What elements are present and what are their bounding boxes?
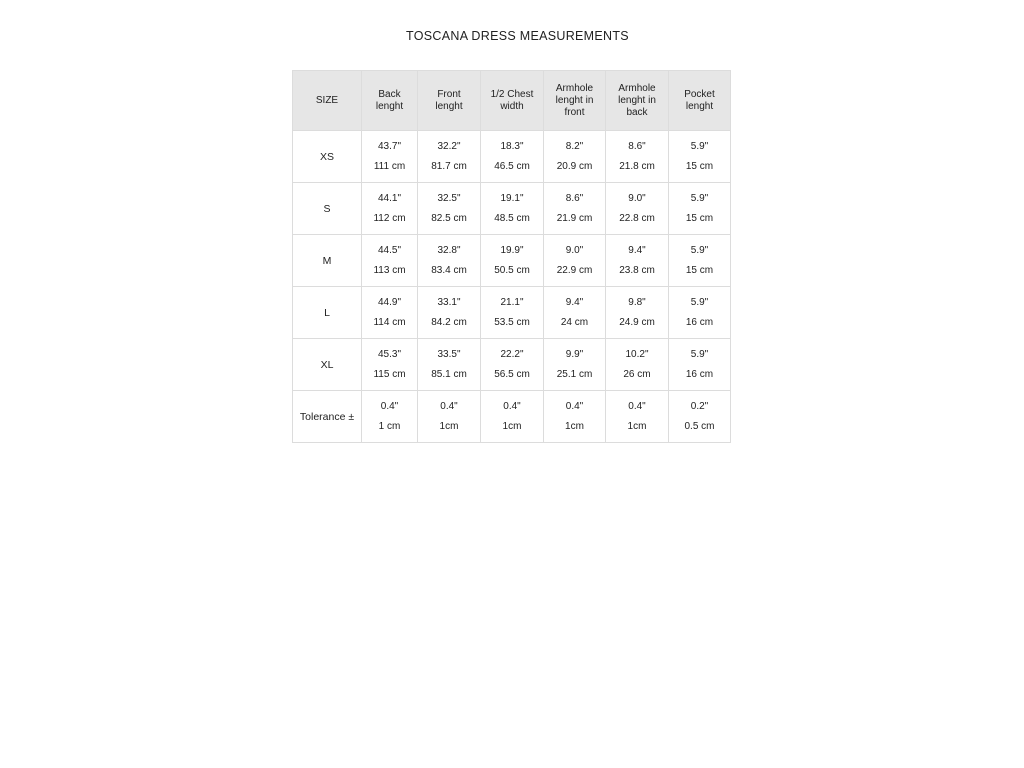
measurement-cm: 0.5 cm xyxy=(684,420,715,432)
measurement-inches: 9.4" xyxy=(628,244,646,256)
measurement-cell xyxy=(544,183,606,235)
measurement-cm: 24 cm xyxy=(560,316,589,328)
measurement-inches: 0.4" xyxy=(503,400,521,412)
measurement-cell xyxy=(606,391,669,443)
measurement-inches: 0.4" xyxy=(440,400,458,412)
measurement-cm: 24.9 cm xyxy=(619,316,655,328)
measurement-cell xyxy=(669,339,731,391)
measurement-cm: 50.5 cm xyxy=(494,264,530,276)
column-header-text: back xyxy=(626,106,648,118)
measurement-cm: 53.5 cm xyxy=(494,316,530,328)
measurement-cell xyxy=(481,339,544,391)
measurement-cell xyxy=(544,339,606,391)
measurement-inches: 9.8" xyxy=(628,296,646,308)
measurement-inches: 8.6" xyxy=(565,192,584,204)
column-header-text: Pocket xyxy=(684,88,715,100)
measurement-cell xyxy=(362,287,418,339)
measurement-inches: 21.1" xyxy=(500,296,524,308)
measurement-cm: 16 cm xyxy=(685,316,714,328)
measurement-cm: 1cm xyxy=(627,420,647,432)
measurement-cell xyxy=(606,131,669,183)
measurement-cm: 114 cm xyxy=(373,316,406,328)
measurement-cell xyxy=(544,391,606,443)
measurement-cm: 84.2 cm xyxy=(431,316,467,328)
column-header-front-length xyxy=(418,71,481,131)
measurement-inches: 5.9" xyxy=(690,296,709,308)
measurement-inches: 9.4" xyxy=(565,296,584,308)
measurement-cm: 16 cm xyxy=(685,368,714,380)
measurement-cm: 1cm xyxy=(565,420,584,432)
measurement-cm: 115 cm xyxy=(373,368,406,380)
measurement-cell xyxy=(606,235,669,287)
measurement-inches: 19.9" xyxy=(500,244,524,256)
measurement-cm: 56.5 cm xyxy=(494,368,530,380)
measurement-inches: 33.1" xyxy=(437,296,461,308)
column-header-armhole-length-front xyxy=(544,71,606,131)
measurement-inches: 10.2" xyxy=(625,348,649,360)
measurement-cell xyxy=(418,131,481,183)
table-row xyxy=(293,235,731,287)
measurement-cm: 20.9 cm xyxy=(556,160,593,172)
measurement-inches: 44.9" xyxy=(377,296,401,308)
measurement-cell xyxy=(481,235,544,287)
measurement-inches: 33.5" xyxy=(437,348,461,360)
measurement-cell xyxy=(418,235,481,287)
measurement-cm: 1 cm xyxy=(378,420,401,432)
size-label: S xyxy=(293,183,362,235)
measurement-cell xyxy=(669,235,731,287)
column-header-half-chest-width xyxy=(481,71,544,131)
measurement-cell xyxy=(669,391,731,443)
measurement-cell xyxy=(362,131,418,183)
column-header-pocket-length xyxy=(669,71,731,131)
column-header-text: front xyxy=(564,106,585,118)
column-header-text: lenght xyxy=(435,100,463,112)
column-header-text: Armhole xyxy=(618,82,656,94)
measurement-inches: 44.1" xyxy=(377,192,401,204)
measurement-inches: 32.5" xyxy=(437,192,461,204)
page-title: TOSCANA DRESS MEASUREMENTS xyxy=(406,29,629,43)
measurement-cell xyxy=(544,287,606,339)
measurement-inches: 0.2" xyxy=(690,400,709,412)
measurement-cm: 26 cm xyxy=(623,368,651,380)
measurement-inches: 0.4" xyxy=(628,400,646,412)
measurement-cell xyxy=(481,287,544,339)
size-label: M xyxy=(293,235,362,287)
measurement-cm: 113 cm xyxy=(373,264,406,276)
measurement-inches: 19.1" xyxy=(500,192,524,204)
measurement-cell xyxy=(362,339,418,391)
measurement-cm: 22.9 cm xyxy=(556,264,593,276)
measurement-cell xyxy=(544,131,606,183)
measurement-cm: 15 cm xyxy=(685,212,714,224)
measurement-cell xyxy=(418,339,481,391)
measurement-cm: 21.9 cm xyxy=(556,212,593,224)
column-header-text: Front xyxy=(437,88,461,100)
measurement-inches: 5.9" xyxy=(690,192,709,204)
measurement-cm: 23.8 cm xyxy=(619,264,655,276)
table-row xyxy=(293,131,731,183)
size-label: XL xyxy=(293,339,362,391)
measurement-cell xyxy=(362,391,418,443)
column-header-size xyxy=(293,71,362,131)
measurement-cell xyxy=(544,235,606,287)
measurement-cell xyxy=(418,287,481,339)
measurement-cm: 81.7 cm xyxy=(431,160,467,172)
column-header-text: lenght xyxy=(685,100,714,112)
measurement-cm: 1cm xyxy=(502,420,522,432)
measurement-cm: 82.5 cm xyxy=(431,212,467,224)
measurement-cm: 15 cm xyxy=(685,264,714,276)
measurement-inches: 9.9" xyxy=(565,348,584,360)
measurement-inches: 8.2" xyxy=(565,140,584,152)
measurement-cm: 21.8 cm xyxy=(619,160,655,172)
measurement-cell xyxy=(418,391,481,443)
table-row xyxy=(293,287,731,339)
measurement-cell xyxy=(669,287,731,339)
measurement-cm: 46.5 cm xyxy=(494,160,530,172)
measurement-cell xyxy=(418,183,481,235)
measurement-inches: 44.5" xyxy=(377,244,401,256)
measurement-cm: 1cm xyxy=(439,420,459,432)
measurement-cell xyxy=(481,391,544,443)
measurement-inches: 5.9" xyxy=(690,348,709,360)
measurement-inches: 8.6" xyxy=(628,140,646,152)
column-header-armhole-length-back xyxy=(606,71,669,131)
measurement-cell xyxy=(606,339,669,391)
measurement-inches: 18.3" xyxy=(500,140,524,152)
measurement-cm: 25.1 cm xyxy=(556,368,593,380)
measurement-cm: 85.1 cm xyxy=(431,368,467,380)
measurement-cell xyxy=(362,235,418,287)
measurement-cell xyxy=(481,131,544,183)
measurement-inches: 43.7" xyxy=(377,140,401,152)
measurement-cell xyxy=(606,183,669,235)
measurement-cell xyxy=(669,131,731,183)
table-row xyxy=(293,183,731,235)
size-label: XS xyxy=(293,131,362,183)
header-row xyxy=(293,71,731,131)
measurement-inches: 5.9" xyxy=(690,140,709,152)
column-header-text: SIZE xyxy=(315,94,339,106)
table-header xyxy=(293,71,731,131)
measurement-inches: 0.4" xyxy=(565,400,584,412)
table-body xyxy=(293,131,731,443)
measurement-cm: 83.4 cm xyxy=(431,264,467,276)
measurement-inches: 9.0" xyxy=(628,192,646,204)
size-label: Tolerance ± xyxy=(293,391,362,443)
measurement-inches: 32.2" xyxy=(437,140,461,152)
measurement-cm: 15 cm xyxy=(685,160,714,172)
measurement-cm: 22.8 cm xyxy=(619,212,655,224)
column-header-text: lenght in xyxy=(618,94,656,106)
measurement-cell xyxy=(481,183,544,235)
size-chart-table xyxy=(292,70,731,443)
measurement-inches: 0.4" xyxy=(380,400,399,412)
column-header-text: Back xyxy=(378,88,401,100)
column-header-back-length xyxy=(362,71,418,131)
measurement-inches: 9.0" xyxy=(565,244,584,256)
measurement-inches: 22.2" xyxy=(500,348,524,360)
measurement-cm: 111 cm xyxy=(373,160,406,172)
table-row xyxy=(293,339,731,391)
measurement-cell xyxy=(362,183,418,235)
measurement-inches: 5.9" xyxy=(690,244,709,256)
measurement-cm: 48.5 cm xyxy=(494,212,530,224)
column-header-text: Armhole xyxy=(555,82,594,94)
size-label: L xyxy=(293,287,362,339)
table-row xyxy=(293,391,731,443)
column-header-text: lenght xyxy=(375,100,404,112)
measurement-cell xyxy=(606,287,669,339)
measurement-inches: 45.3" xyxy=(377,348,401,360)
column-header-text: lenght in xyxy=(555,94,594,106)
column-header-text: width xyxy=(500,100,524,112)
measurement-inches: 32.8" xyxy=(437,244,461,256)
measurement-cell xyxy=(669,183,731,235)
measurement-cm: 112 cm xyxy=(373,212,406,224)
column-header-text: 1/2 Chest xyxy=(490,88,534,100)
